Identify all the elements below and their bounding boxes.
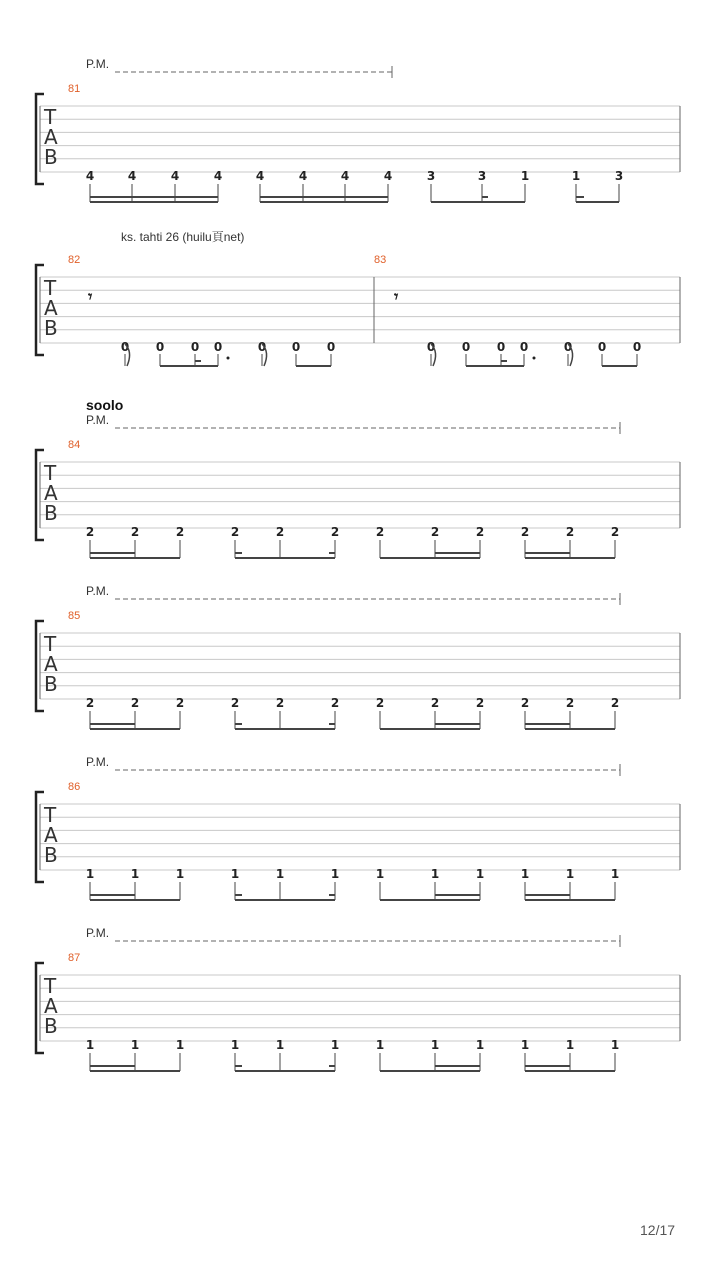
fret-number: 1 [571,169,581,183]
tab-clef-letter: T [44,974,57,998]
tab-clef-letter: B [44,501,58,525]
fret-number: 1 [565,1038,575,1052]
fret-number: 4 [127,169,137,183]
fret-number: 1 [130,867,140,881]
tab-clef-letter: A [44,652,58,676]
fret-number: 2 [130,696,140,710]
fret-number: 1 [375,867,385,881]
measure-number: 81 [68,83,81,95]
fret-number: 1 [520,169,530,183]
fret-number: 2 [520,525,530,539]
fret-number: 0 [563,340,573,354]
fret-number: 4 [170,169,180,183]
fret-number: 1 [175,1038,185,1052]
tab-clef-letter: B [44,145,58,169]
fret-number: 0 [120,340,130,354]
fret-number: 2 [175,525,185,539]
fret-number: 1 [330,1038,340,1052]
tab-clef-letter: T [44,461,57,485]
tab-clef-letter: B [44,843,58,867]
fret-number: 2 [565,696,575,710]
fret-number: 1 [85,1038,95,1052]
fret-number: 1 [430,1038,440,1052]
palm-mute-label: P.M. [86,413,110,427]
measure-number: 87 [68,952,81,964]
fret-number: 1 [130,1038,140,1052]
tab-clef-letter: T [44,105,57,129]
fret-number: 2 [610,696,620,710]
fret-number: 1 [375,1038,385,1052]
fret-number: 1 [475,1038,485,1052]
fret-number: 2 [230,525,240,539]
fret-number: 2 [520,696,530,710]
measure-number: 84 [68,439,81,451]
fret-number: 1 [85,867,95,881]
fret-number: 2 [85,525,95,539]
fret-number: 1 [565,867,575,881]
fret-number: 1 [175,867,185,881]
fret-number: 2 [275,525,285,539]
fret-number: 0 [496,340,506,354]
fret-number: 0 [597,340,607,354]
fret-number: 4 [340,169,350,183]
fret-number: 1 [330,867,340,881]
fret-number: 1 [610,1038,620,1052]
fret-number: 2 [85,696,95,710]
fret-number: 2 [330,525,340,539]
fret-number: 0 [291,340,301,354]
fret-number: 2 [475,525,485,539]
fret-number: 2 [130,525,140,539]
fret-number: 2 [330,696,340,710]
eighth-rest-icon: 𝄾 [394,287,399,306]
fret-number: 1 [230,1038,240,1052]
fret-number: 2 [430,696,440,710]
fret-number: 3 [426,169,436,183]
fret-number: 4 [383,169,393,183]
fret-number: 0 [519,340,529,354]
tab-clef-letter: B [44,316,58,340]
palm-mute-label: P.M. [86,755,110,769]
eighth-rest-icon: 𝄾 [88,287,93,306]
palm-mute-label: P.M. [86,57,110,71]
fret-number: 1 [520,867,530,881]
tab-clef-letter: A [44,994,58,1018]
fret-number: 0 [326,340,336,354]
measure-number: 82 [68,254,81,266]
tab-clef-letter: T [44,276,57,300]
tab-clef-letter: B [44,672,58,696]
tab-clef-letter: T [44,803,57,827]
fret-number: 2 [175,696,185,710]
fret-number: 3 [477,169,487,183]
measure-number: 83 [374,254,387,266]
measure-number: 85 [68,610,81,622]
fret-number: 1 [275,867,285,881]
fret-number: 4 [85,169,95,183]
fret-number: 0 [632,340,642,354]
fret-number: 2 [565,525,575,539]
fret-number: 2 [375,696,385,710]
fret-number: 4 [213,169,223,183]
fret-number: 0 [426,340,436,354]
fret-number: 4 [255,169,265,183]
fret-number: 3 [614,169,624,183]
palm-mute-label: P.M. [86,584,110,598]
tab-clef-letter: T [44,632,57,656]
fret-number: 0 [213,340,223,354]
fret-number: 4 [298,169,308,183]
augmentation-dot [227,357,230,360]
measure-number: 86 [68,781,81,793]
augmentation-dot [533,357,536,360]
fret-number: 0 [461,340,471,354]
fret-number: 1 [610,867,620,881]
fret-number: 2 [230,696,240,710]
tab-clef-letter: B [44,1014,58,1038]
fret-number: 2 [375,525,385,539]
fret-number: 2 [430,525,440,539]
fret-number: 1 [430,867,440,881]
fret-number: 2 [610,525,620,539]
fret-number: 1 [230,867,240,881]
fret-number: 1 [520,1038,530,1052]
tab-clef-letter: A [44,481,58,505]
fret-number: 0 [257,340,267,354]
page-number: 12/17 [640,1222,676,1238]
section-label: soolo [86,397,124,413]
fret-number: 2 [475,696,485,710]
fret-number: 2 [275,696,285,710]
fret-number: 0 [190,340,200,354]
fret-number: 1 [275,1038,285,1052]
annotation-text: ks. tahti 26 (huilu頁net) [121,230,245,244]
fret-number: 1 [475,867,485,881]
palm-mute-label: P.M. [86,926,110,940]
tab-clef-letter: A [44,125,58,149]
tab-clef-letter: A [44,296,58,320]
fret-number: 0 [155,340,165,354]
tab-clef-letter: A [44,823,58,847]
